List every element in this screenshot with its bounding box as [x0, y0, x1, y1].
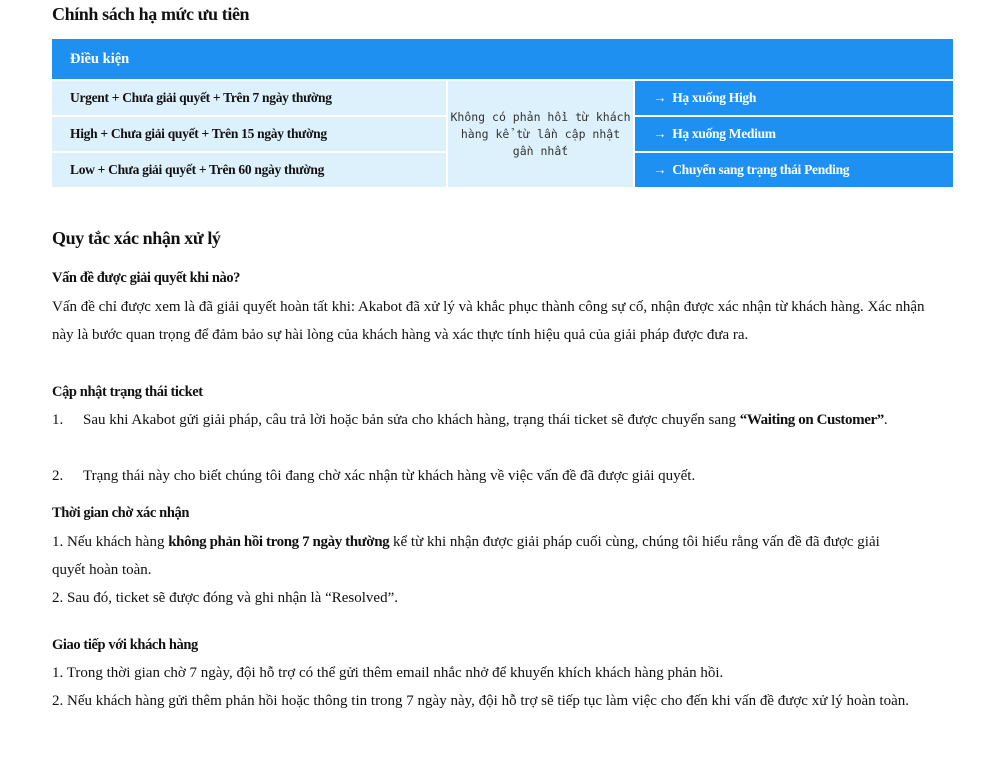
- condition-cell: Urgent + Chưa giải quyết + Trên 7 ngày thường: [52, 81, 446, 115]
- condition-cell: High + Chưa giải quyết + Trên 15 ngày thường: [52, 117, 446, 151]
- paragraph-communication-line2: 2. Nếu khách hàng gửi thêm phản hồi hoặc thông tin trong 7 ngày này, đội hỗ trợ sẽ tiếp tục làm việc cho đến khi vấn đề được xử lý hoàn toàn.: [52, 693, 909, 709]
- priority-policy-table: [50, 37, 955, 189]
- action-label: Hạ xuống Medium: [672, 126, 776, 141]
- table-row: [52, 81, 953, 115]
- section-title-resolution-rules: Quy tắc xác nhận xử lý: [52, 228, 221, 248]
- arrow-right-icon: →: [653, 90, 667, 105]
- list-item: 2. Trạng thái này cho biết chúng tôi đang chờ xác nhận từ khách hàng về việc vấn đề đã được giải quyết.: [52, 468, 696, 484]
- arrow-right-icon: →: [653, 126, 667, 141]
- status-waiting-on-customer: “Waiting on Customer”: [739, 412, 884, 428]
- paragraph-waiting-line2: 2. Sau đó, ticket sẽ được đóng và ghi nhận là “Resolved”.: [52, 590, 398, 606]
- condition-cell: Low + Chưa giải quyết + Trên 60 ngày thường: [52, 153, 446, 187]
- action-label: Hạ xuống High: [672, 90, 757, 105]
- heading-when-resolved: Vấn đề được giải quyết khi nào?: [52, 270, 241, 286]
- section-title-priority-policy: Chính sách hạ mức ưu tiên: [52, 4, 250, 24]
- heading-customer-communication: Giao tiếp với khách hàng: [52, 637, 198, 653]
- paragraph-when-resolved: Vấn đề chỉ được xem là đã giải quyết hoàn tất khi: Akabot đã xử lý và khắc phục thành công sự cố, nhận được xác nhận từ khách hàng. Xác nhận này là bước quan trọng để đảm bảo sự hài lòng của khách hàng và xác thực tính hiệu quả của giải pháp được đưa ra.: [52, 299, 925, 343]
- list-item: 1. Sau khi Akabot gửi giải pháp, câu trả lời hoặc bản sửa cho khách hàng, trạng thái ticket sẽ được chuyển sang “Waiting on Customer”.: [52, 412, 888, 428]
- heading-status-update: Cập nhật trạng thái ticket: [52, 384, 203, 400]
- heading-waiting-time: Thời gian chờ xác nhận: [52, 505, 189, 521]
- no-response-cell: Không có phản hồi từ khách hàng kể từ lần cập nhật gần nhất: [448, 81, 633, 187]
- paragraph-communication-line1: 1. Trong thời gian chờ 7 ngày, đội hỗ trợ có thể gửi thêm email nhắc nhở để khuyến khích khách hàng phản hồi.: [52, 665, 724, 681]
- arrow-right-icon: →: [653, 162, 667, 177]
- paragraph-waiting-line1: 1. Nếu khách hàng không phản hồi trong 7 ngày thường kể từ khi nhận được giải pháp cuối cùng, chúng tôi hiểu rằng vấn đề đã được giải quyết hoàn toàn.: [52, 534, 880, 578]
- action-cell: [635, 117, 953, 151]
- action-cell: [635, 153, 953, 187]
- table-header-conditions: Điều kiện: [52, 39, 953, 79]
- action-label: Chuyển sang trạng thái Pending: [672, 162, 850, 177]
- action-cell: [635, 81, 953, 115]
